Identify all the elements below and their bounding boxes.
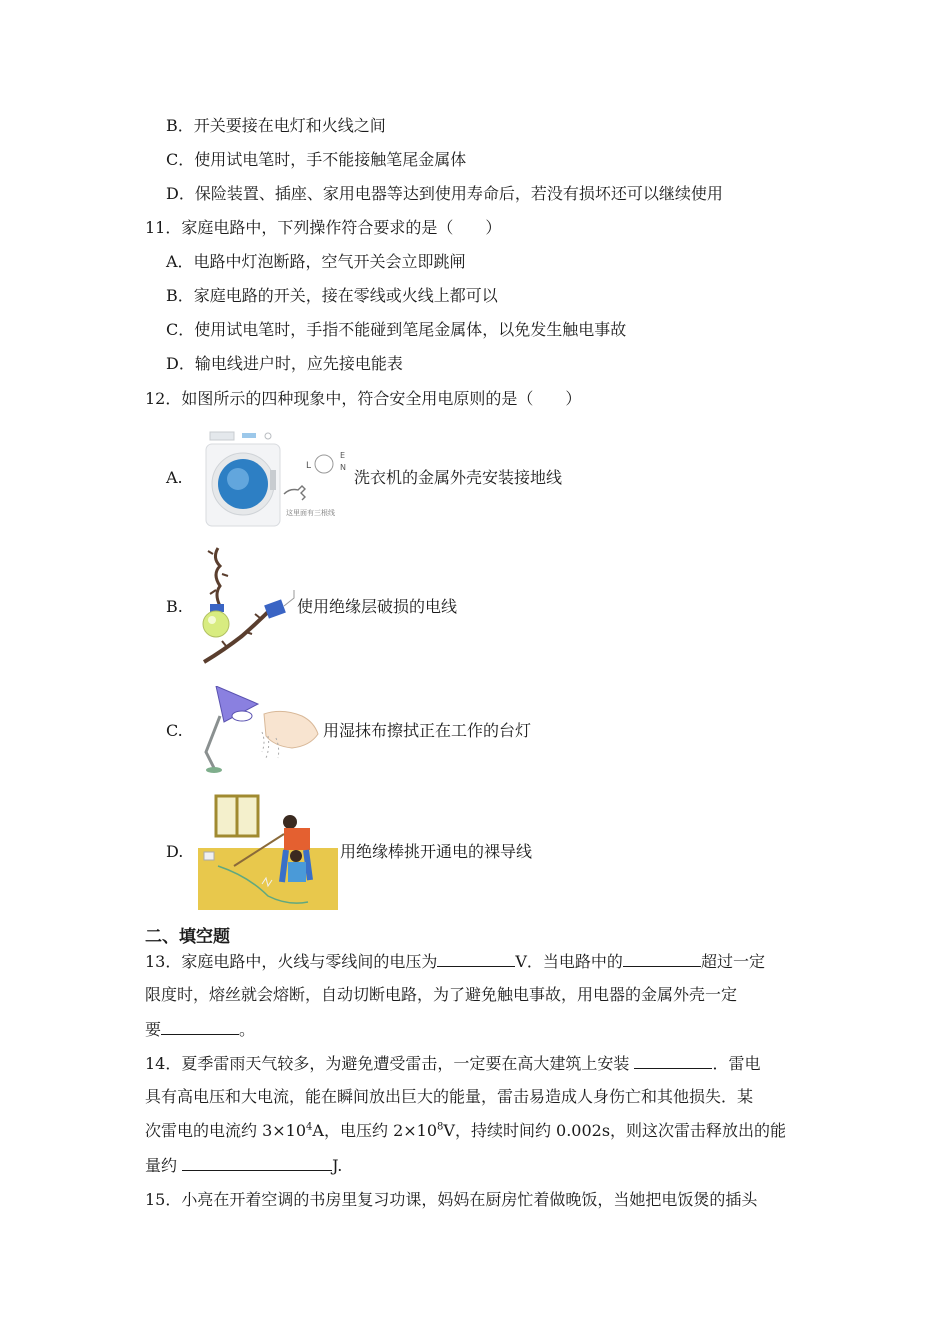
q13-text-2: V．当电路中的 xyxy=(515,952,623,971)
q14-line-1 xyxy=(145,1052,760,1075)
q14-exponent-current: 4 xyxy=(306,1121,313,1133)
q12-option-a-caption: 洗衣机的金属外壳安装接地线 xyxy=(354,468,563,487)
q14-blank-energy[interactable] xyxy=(182,1154,332,1171)
q11-option-b: B．家庭电路的开关，接在零线或火线上都可以 xyxy=(166,286,498,305)
q14-line-4 xyxy=(145,1154,342,1177)
q11-stem: 11．家庭电路中，下列操作符合要求的是（ ） xyxy=(145,218,502,237)
q14-blank-lightning-rod[interactable] xyxy=(634,1052,712,1069)
q13-blank-voltage[interactable] xyxy=(437,950,515,967)
q14-text-2: ．雷电 xyxy=(712,1054,761,1073)
section-heading-fill-in: 二、填空题 xyxy=(145,927,230,947)
q14-line-3 xyxy=(145,1120,786,1142)
q13-text-5: 要 xyxy=(145,1020,162,1039)
damaged-wire-figure xyxy=(196,546,296,668)
insulating-rod-figure xyxy=(198,792,338,910)
q12-option-b-letter: B. xyxy=(166,597,183,616)
q12-option-c-letter: C. xyxy=(166,721,183,740)
q13-blank-current[interactable] xyxy=(623,950,701,967)
q13-text-6: 。 xyxy=(239,1020,256,1039)
q14-text-7: 量约 xyxy=(145,1156,178,1175)
q11-option-d: D．输电线进户时，应先接电能表 xyxy=(166,354,403,373)
fig-caption-three-wires: 这里面有三根线 xyxy=(286,509,335,517)
q12-stem: 12．如图所示的四种现象中，符合安全用电原则的是（ ） xyxy=(145,389,582,408)
q10-option-b: B．开关要接在电灯和火线之间 xyxy=(166,116,386,135)
desk-lamp-figure xyxy=(198,686,322,778)
q14-text-5: A，电压约 2×10 xyxy=(312,1121,438,1140)
q14-text-8: J. xyxy=(332,1156,343,1175)
q13-line-2: 限度时，熔丝就会熔断，自动切断电路，为了避免触电事故，用电器的金属外壳一定 xyxy=(145,985,738,1004)
q10-option-d: D．保险装置、插座、家用电器等达到使用寿命后，若没有损坏还可以继续使用 xyxy=(166,184,723,203)
q14-line-2: 具有高电压和大电流，能在瞬间放出巨大的能量，雷击易造成人身伤亡和其他损失．某 xyxy=(145,1087,754,1106)
q14-text-1: 14．夏季雷雨天气较多，为避免遭受雷击，一定要在高大建筑上安装 xyxy=(145,1054,630,1073)
q13-line-3 xyxy=(145,1018,255,1041)
q10-option-c: C．使用试电笔时，手不能接触笔尾金属体 xyxy=(166,150,467,169)
q12-option-b-caption: 使用绝缘层破损的电线 xyxy=(297,597,458,616)
q14-exponent-voltage: 8 xyxy=(437,1121,444,1133)
fig-label-l: L xyxy=(306,461,312,471)
q11-option-a: A．电路中灯泡断路，空气开关会立即跳闸 xyxy=(166,252,466,271)
q12-option-a-letter: A. xyxy=(166,468,183,487)
q12-option-c-caption: 用湿抹布擦拭正在工作的台灯 xyxy=(323,721,532,740)
q12-option-d-caption: 用绝缘棒挑开通电的裸导线 xyxy=(340,842,533,861)
q11-option-c: C．使用试电笔时，手指不能碰到笔尾金属体，以免发生触电事故 xyxy=(166,320,627,339)
q12-option-d-letter: D. xyxy=(166,842,184,861)
q14-text-6: V，持续时间约 0.002s，则这次雷击释放出的能 xyxy=(443,1121,787,1140)
fig-label-n: N xyxy=(340,463,346,472)
washing-machine-figure xyxy=(200,428,352,528)
q13-text-3: 超过一定 xyxy=(700,952,765,971)
q13-line-1 xyxy=(145,950,765,973)
fig-label-e: E xyxy=(340,451,346,460)
q15-line-1: 15．小亮在开着空调的书房里复习功课，妈妈在厨房忙着做晚饭，当她把电饭煲的插头 xyxy=(145,1190,758,1209)
q14-text-4: 次雷电的电流约 3×10 xyxy=(145,1121,307,1140)
q13-blank-ground[interactable] xyxy=(161,1018,239,1035)
q13-text-1: 13．家庭电路中，火线与零线间的电压为 xyxy=(145,952,438,971)
